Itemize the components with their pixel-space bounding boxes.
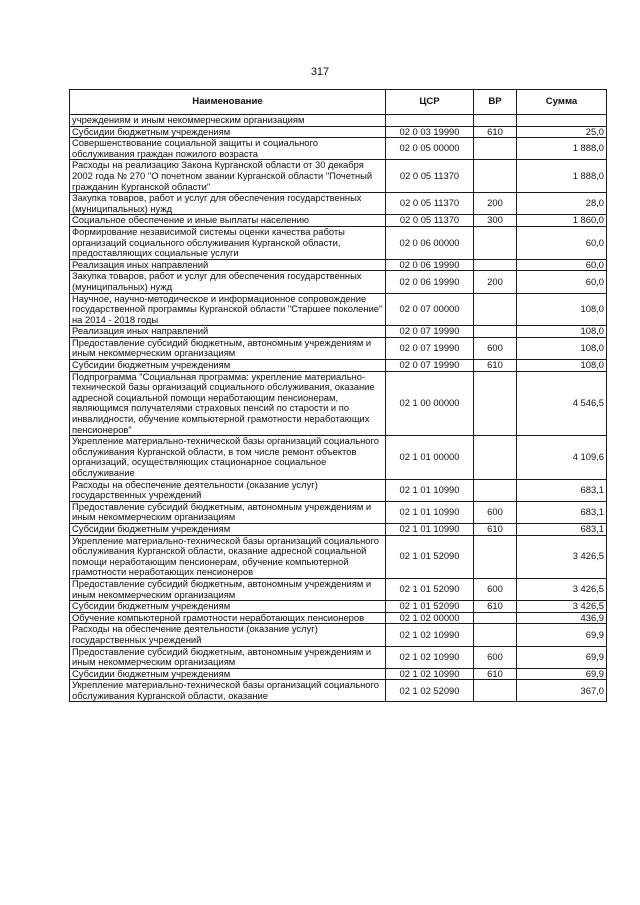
cell-sum: 108,0 <box>517 326 607 338</box>
cell-csr: 02 1 01 52090 <box>386 601 474 613</box>
cell-sum: 4 109,6 <box>517 436 607 479</box>
cell-csr: 02 0 06 19990 <box>386 259 474 271</box>
cell-name: Субсидии бюджетным учреждениям <box>70 360 386 372</box>
cell-csr: 02 0 05 00000 <box>386 138 474 160</box>
cell-vr: 200 <box>474 271 517 293</box>
cell-vr: 610 <box>474 523 517 535</box>
page-number: 317 <box>310 66 330 78</box>
cell-name: учреждениям и иным некоммерческим организациям <box>70 115 386 127</box>
cell-name: Субсидии бюджетным учреждениям <box>70 523 386 535</box>
table-row <box>70 612 607 624</box>
cell-name: Совершенствование социальной защиты и социального обслуживания граждан пожилого возраста <box>70 138 386 160</box>
cell-vr: 610 <box>474 668 517 680</box>
table-row <box>70 215 607 227</box>
cell-sum: 60,0 <box>517 271 607 293</box>
cell-sum: 1 860,0 <box>517 215 607 227</box>
table-row <box>70 680 607 702</box>
table-body <box>70 115 607 702</box>
cell-csr <box>386 115 474 127</box>
cell-name: Укрепление материально-технической базы организаций социального обслуживания Курганской области, оказание адресной социальной помощи неработающим пенсионерам, обучение компьютерной грамотности неработающих пенсионеров <box>70 535 386 578</box>
cell-vr: 600 <box>474 646 517 668</box>
cell-sum: 436,9 <box>517 612 607 624</box>
cell-vr: 600 <box>474 578 517 600</box>
cell-name: Предоставление субсидий бюджетным, автономным учреждениям и иным некоммерческим организациям <box>70 646 386 668</box>
cell-sum: 3 426,5 <box>517 578 607 600</box>
cell-name: Укрепление материально-технической базы организаций социального обслуживания Курганской области, оказание <box>70 680 386 702</box>
cell-name: Предоставление субсидий бюджетным, автономным учреждениям и иным некоммерческим организациям <box>70 337 386 359</box>
cell-vr <box>474 436 517 479</box>
cell-name: Реализация иных направлений <box>70 259 386 271</box>
cell-vr <box>474 624 517 646</box>
cell-sum: 108,0 <box>517 360 607 372</box>
cell-csr: 02 0 07 00000 <box>386 293 474 326</box>
cell-csr: 02 1 02 00000 <box>386 612 474 624</box>
cell-csr: 02 0 03 19990 <box>386 126 474 138</box>
table-row <box>70 601 607 613</box>
cell-vr <box>474 612 517 624</box>
cell-vr: 200 <box>474 193 517 215</box>
cell-csr: 02 0 06 19990 <box>386 271 474 293</box>
cell-sum: 69,9 <box>517 646 607 668</box>
table-row <box>70 293 607 326</box>
cell-name: Укрепление материально-технической базы организаций социального обслуживания Курганской области, в том числе ремонт объектов организаций, осуществляющих стационарное социальное обслуживание <box>70 436 386 479</box>
cell-csr: 02 1 00 00000 <box>386 371 474 436</box>
header-csr: ЦСР <box>386 90 474 115</box>
cell-csr: 02 1 01 00000 <box>386 436 474 479</box>
table-row <box>70 523 607 535</box>
table-row <box>70 501 607 523</box>
table-row <box>70 259 607 271</box>
cell-csr: 02 0 05 11370 <box>386 160 474 193</box>
cell-name: Предоставление субсидий бюджетным, автономным учреждениям и иным некоммерческим организациям <box>70 501 386 523</box>
cell-sum: 683,1 <box>517 479 607 501</box>
header-vr: ВР <box>474 90 517 115</box>
cell-vr: 610 <box>474 126 517 138</box>
cell-sum: 367,0 <box>517 680 607 702</box>
cell-name: Расходы на обеспечение деятельности (оказание услуг) государственных учреждений <box>70 624 386 646</box>
table-row <box>70 371 607 436</box>
cell-vr <box>474 479 517 501</box>
cell-csr: 02 0 07 19990 <box>386 337 474 359</box>
table-row <box>70 337 607 359</box>
header-sum: Сумма <box>517 90 607 115</box>
cell-vr <box>474 293 517 326</box>
cell-vr <box>474 371 517 436</box>
cell-vr: 300 <box>474 215 517 227</box>
table-row <box>70 360 607 372</box>
cell-vr: 600 <box>474 501 517 523</box>
cell-name: Субсидии бюджетным учреждениям <box>70 126 386 138</box>
cell-sum: 69,9 <box>517 668 607 680</box>
header-name: Наименование <box>70 90 386 115</box>
cell-name: Закупка товаров, работ и услуг для обеспечения государственных (муниципальных) нужд <box>70 271 386 293</box>
table-row <box>70 326 607 338</box>
cell-name: Субсидии бюджетным учреждениям <box>70 601 386 613</box>
table-row <box>70 271 607 293</box>
table-row <box>70 578 607 600</box>
budget-table <box>69 89 607 702</box>
cell-csr: 02 0 05 11370 <box>386 215 474 227</box>
cell-csr: 02 0 06 00000 <box>386 226 474 259</box>
cell-sum: 108,0 <box>517 337 607 359</box>
cell-name: Научное, научно-методическое и информационное сопровождение государственной программы Курганской области "Старшее поколение" на 2014 - 2018 годы <box>70 293 386 326</box>
cell-csr: 02 1 02 10990 <box>386 646 474 668</box>
cell-name: Субсидии бюджетным учреждениям <box>70 668 386 680</box>
cell-name: Социальное обеспечение и иные выплаты населению <box>70 215 386 227</box>
table-row <box>70 115 607 127</box>
cell-name: Подпрограмма "Социальная программа: укрепление материально-технической базы организаций социального обслуживания, оказание адресной социальной помощи неработающим пенсионерам, являющимся получателями страховых пенсий по старости и по инвалидности, обучение компьютерной грамотности неработающих пенсионеров" <box>70 371 386 436</box>
cell-csr: 02 0 07 19990 <box>386 326 474 338</box>
cell-sum: 60,0 <box>517 226 607 259</box>
cell-sum: 108,0 <box>517 293 607 326</box>
cell-csr: 02 1 02 52090 <box>386 680 474 702</box>
cell-sum: 60,0 <box>517 259 607 271</box>
table-row <box>70 126 607 138</box>
table-row <box>70 668 607 680</box>
table-row <box>70 646 607 668</box>
cell-csr: 02 1 02 10990 <box>386 668 474 680</box>
cell-vr <box>474 115 517 127</box>
table-row <box>70 138 607 160</box>
cell-vr <box>474 326 517 338</box>
cell-vr <box>474 226 517 259</box>
cell-vr <box>474 680 517 702</box>
cell-name: Расходы на реализацию Закона Курганской области от 30 декабря 2002 года № 270 "О почетном звании Курганской области "Почетный гражданин Курганской области" <box>70 160 386 193</box>
cell-name: Обучение компьютерной грамотности неработающих пенсионеров <box>70 612 386 624</box>
cell-vr <box>474 535 517 578</box>
table-row <box>70 160 607 193</box>
cell-sum: 1 888,0 <box>517 160 607 193</box>
cell-csr: 02 0 05 11370 <box>386 193 474 215</box>
cell-sum: 69,9 <box>517 624 607 646</box>
table-row <box>70 624 607 646</box>
cell-sum: 1 888,0 <box>517 138 607 160</box>
cell-name: Предоставление субсидий бюджетным, автономным учреждениям и иным некоммерческим организациям <box>70 578 386 600</box>
cell-csr: 02 1 01 10990 <box>386 523 474 535</box>
cell-vr <box>474 259 517 271</box>
cell-sum: 3 426,5 <box>517 601 607 613</box>
cell-sum: 683,1 <box>517 523 607 535</box>
cell-sum: 3 426,5 <box>517 535 607 578</box>
table-row <box>70 193 607 215</box>
cell-sum: 4 546,5 <box>517 371 607 436</box>
cell-csr: 02 1 01 10990 <box>386 501 474 523</box>
table-row <box>70 226 607 259</box>
table-header <box>70 90 607 115</box>
cell-vr: 600 <box>474 337 517 359</box>
cell-name: Реализация иных направлений <box>70 326 386 338</box>
cell-vr <box>474 138 517 160</box>
cell-csr: 02 1 01 52090 <box>386 578 474 600</box>
cell-csr: 02 1 01 52090 <box>386 535 474 578</box>
cell-sum: 25,0 <box>517 126 607 138</box>
table-row <box>70 479 607 501</box>
cell-sum: 683,1 <box>517 501 607 523</box>
header-row <box>70 90 607 115</box>
cell-vr <box>474 160 517 193</box>
cell-sum <box>517 115 607 127</box>
cell-sum: 28,0 <box>517 193 607 215</box>
table-row <box>70 535 607 578</box>
cell-name: Закупка товаров, работ и услуг для обеспечения государственных (муниципальных) нужд <box>70 193 386 215</box>
cell-csr: 02 0 07 19990 <box>386 360 474 372</box>
cell-name: Расходы на обеспечение деятельности (оказание услуг) государственных учреждений <box>70 479 386 501</box>
cell-name: Формирование независимой системы оценки качества работы организаций социального обслуживания Курганской области, предоставляющих социальные услуги <box>70 226 386 259</box>
table-row <box>70 436 607 479</box>
cell-vr: 610 <box>474 601 517 613</box>
cell-vr: 610 <box>474 360 517 372</box>
cell-csr: 02 1 01 10990 <box>386 479 474 501</box>
cell-csr: 02 1 02 10990 <box>386 624 474 646</box>
